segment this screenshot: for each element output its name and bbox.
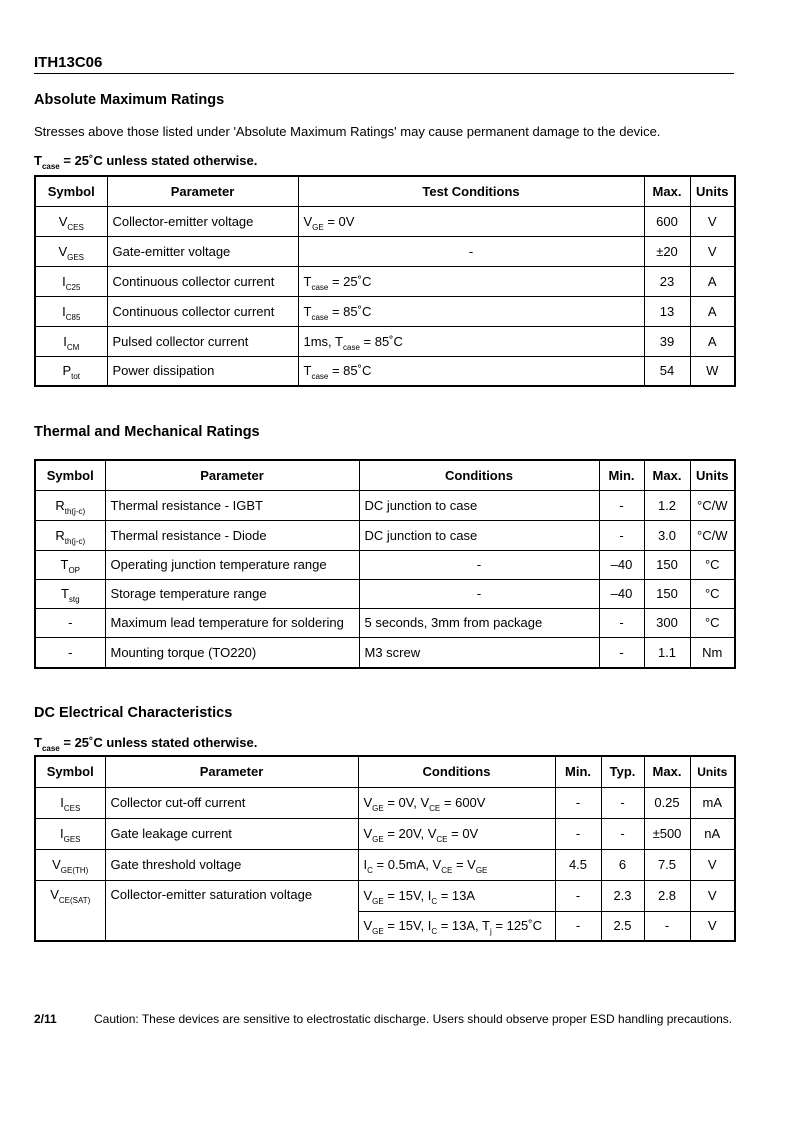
table-row (35, 356, 735, 386)
min-cell: - (555, 880, 601, 911)
amr-header-row (35, 176, 735, 206)
unit-cell: A (690, 266, 735, 296)
condition-cell: - (359, 579, 599, 608)
col-max: Max. (644, 756, 690, 787)
symbol-cell: $V_{CE(SAT)}$ (35, 880, 105, 941)
parameter-cell: Maximum lead temperature for soldering (105, 608, 359, 637)
condition-cell: 5 seconds, 3mm from package (359, 608, 599, 637)
parameter-cell: Thermal resistance - IGBT (105, 490, 359, 520)
symbol-cell: $I_{C25}$ (35, 266, 107, 296)
header-divider (34, 73, 734, 74)
unit-cell: V (690, 880, 735, 911)
parameter-cell: Collector-emitter saturation voltage (105, 880, 358, 941)
max-cell: 2.8 (644, 880, 690, 911)
col-typ: Typ. (601, 756, 644, 787)
max-cell: 150 (644, 579, 690, 608)
table-row (35, 236, 735, 266)
symbol-cell: $T_{OP}$ (35, 550, 105, 579)
col-test-conditions: Test Conditions (298, 176, 644, 206)
amr-intro: Stresses above those listed under 'Absolute Maximum Ratings' may cause permanent damage to the device. (34, 124, 661, 139)
unit-cell: W (690, 356, 735, 386)
min-cell: - (599, 608, 644, 637)
max-cell: 300 (644, 608, 690, 637)
typ-cell: 6 (601, 849, 644, 880)
unit-cell: A (690, 296, 735, 326)
col-units: Units (690, 176, 735, 206)
dc-header-row (35, 756, 735, 787)
parameter-cell: Thermal resistance - Diode (105, 520, 359, 550)
parameter-cell: Collector-emitter voltage (107, 206, 298, 236)
min-cell: - (599, 637, 644, 668)
col-parameter: Parameter (105, 756, 358, 787)
min-cell: - (599, 520, 644, 550)
symbol-cell: $I_{CES}$ (35, 787, 105, 818)
unit-cell: V (690, 849, 735, 880)
thermal-table (34, 459, 736, 669)
thermal-header-row (35, 460, 735, 490)
esd-caution-note: Caution: These devices are sensitive to electrostatic discharge. Users should observe proper ESD handling precautions. (94, 1012, 733, 1026)
symbol-cell: $R_{th(j-c)}$ (35, 520, 105, 550)
min-cell: - (555, 818, 601, 849)
document-title: ITH13C06 (34, 54, 103, 71)
symbol-cell: - (35, 608, 105, 637)
condition-cell: $T_{case}$ = 85˚C (298, 296, 644, 326)
unit-cell: °C/W (690, 490, 735, 520)
symbol-cell: $I_{GES}$ (35, 818, 105, 849)
col-symbol: Symbol (35, 460, 105, 490)
symbol-cell: $P_{tot}$ (35, 356, 107, 386)
table-row (35, 787, 735, 818)
table-row (35, 206, 735, 236)
parameter-cell: Collector cut-off current (105, 787, 358, 818)
max-cell: 0.25 (644, 787, 690, 818)
typ-cell: - (601, 818, 644, 849)
col-max: Max. (644, 460, 690, 490)
parameter-cell: Gate threshold voltage (105, 849, 358, 880)
parameter-cell: Storage temperature range (105, 579, 359, 608)
typ-cell: - (601, 787, 644, 818)
col-min: Min. (599, 460, 644, 490)
amr-table (34, 175, 736, 387)
max-cell: 150 (644, 550, 690, 579)
symbol-cell: - (35, 637, 105, 668)
unit-cell: V (690, 236, 735, 266)
condition-cell: $T_{case}$ = 25˚C (298, 266, 644, 296)
max-cell: - (644, 911, 690, 941)
symbol-cell: $V_{GE(TH)}$ (35, 849, 105, 880)
col-symbol: Symbol (35, 176, 107, 206)
min-cell: - (599, 490, 644, 520)
parameter-cell: Continuous collector current (107, 296, 298, 326)
unit-cell: mA (690, 787, 735, 818)
typ-cell: 2.3 (601, 880, 644, 911)
condition-cell: M3 screw (359, 637, 599, 668)
condition-cell: $V_{GE} = 15V$, $I_C = 13A$ (358, 880, 555, 911)
symbol-cell: $R_{th(j-c)}$ (35, 490, 105, 520)
col-max: Max. (644, 176, 690, 206)
col-parameter: Parameter (107, 176, 298, 206)
amr-heading: Absolute Maximum Ratings (34, 92, 225, 108)
min-cell: - (555, 911, 601, 941)
table-row (35, 266, 735, 296)
unit-cell: A (690, 326, 735, 356)
condition-cell: - (298, 236, 644, 266)
page-number: 2/11 (34, 1012, 57, 1026)
unit-cell: V (690, 911, 735, 941)
col-conditions: Conditions (358, 756, 555, 787)
max-cell: 7.5 (644, 849, 690, 880)
table-row (35, 637, 735, 668)
condition-cell: $V_{GE} = 15V$, $I_C = 13A$, $T_j$ = 125˚C (358, 911, 555, 941)
condition-cell: $V_{GE} = 0V$, $V_{CE} = 600V$ (358, 787, 555, 818)
parameter-cell: Gate-emitter voltage (107, 236, 298, 266)
table-row (35, 296, 735, 326)
symbol-cell: $T_{stg}$ (35, 579, 105, 608)
symbol-cell: $I_{CM}$ (35, 326, 107, 356)
max-cell: 3.0 (644, 520, 690, 550)
dc-condition-note: $T_{case}$ = 25˚C unless stated otherwise. (34, 735, 258, 753)
table-row (35, 849, 735, 880)
symbol-cell: $V_{CES}$ (35, 206, 107, 236)
col-units: Units (690, 756, 735, 787)
unit-cell: °C/W (690, 520, 735, 550)
max-cell: 13 (644, 296, 690, 326)
col-conditions: Conditions (359, 460, 599, 490)
parameter-cell: Mounting torque (TO220) (105, 637, 359, 668)
parameter-cell: Gate leakage current (105, 818, 358, 849)
col-min: Min. (555, 756, 601, 787)
max-cell: ±20 (644, 236, 690, 266)
condition-cell: DC junction to case (359, 520, 599, 550)
min-cell: –40 (599, 550, 644, 579)
table-row (35, 550, 735, 579)
condition-cell: - (359, 550, 599, 579)
col-parameter: Parameter (105, 460, 359, 490)
condition-cell: DC junction to case (359, 490, 599, 520)
symbol-cell: $I_{C85}$ (35, 296, 107, 326)
table-row (35, 326, 735, 356)
max-cell: ±500 (644, 818, 690, 849)
condition-cell: $V_{GE} = 20V$, $V_{CE} = 0V$ (358, 818, 555, 849)
parameter-cell: Continuous collector current (107, 266, 298, 296)
unit-cell: V (690, 206, 735, 236)
thermal-heading: Thermal and Mechanical Ratings (34, 424, 260, 440)
parameter-cell: Pulsed collector current (107, 326, 298, 356)
unit-cell: °C (690, 579, 735, 608)
table-row (35, 490, 735, 520)
table-row (35, 608, 735, 637)
unit-cell: °C (690, 608, 735, 637)
min-cell: - (555, 787, 601, 818)
max-cell: 1.1 (644, 637, 690, 668)
condition-cell: 1ms, $T_{case}$ = 85˚C (298, 326, 644, 356)
col-symbol: Symbol (35, 756, 105, 787)
max-cell: 23 (644, 266, 690, 296)
unit-cell: nA (690, 818, 735, 849)
max-cell: 600 (644, 206, 690, 236)
min-cell: –40 (599, 579, 644, 608)
unit-cell: °C (690, 550, 735, 579)
max-cell: 39 (644, 326, 690, 356)
table-row (35, 579, 735, 608)
table-row (35, 520, 735, 550)
max-cell: 54 (644, 356, 690, 386)
condition-cell: $V_{GE} = 0V$ (298, 206, 644, 236)
condition-cell: $I_C = 0.5mA$, $V_{CE} = V_{GE}$ (358, 849, 555, 880)
parameter-cell: Operating junction temperature range (105, 550, 359, 579)
typ-cell: 2.5 (601, 911, 644, 941)
amr-condition-note: $T_{case}$ = 25˚C unless stated otherwise. (34, 153, 258, 171)
col-units: Units (690, 460, 735, 490)
table-row (35, 880, 735, 911)
max-cell: 1.2 (644, 490, 690, 520)
condition-cell: $T_{case}$ = 85˚C (298, 356, 644, 386)
table-row (35, 818, 735, 849)
dc-heading: DC Electrical Characteristics (34, 705, 233, 721)
min-cell: 4.5 (555, 849, 601, 880)
unit-cell: Nm (690, 637, 735, 668)
parameter-cell: Power dissipation (107, 356, 298, 386)
dc-table (34, 755, 736, 942)
symbol-cell: $V_{GES}$ (35, 236, 107, 266)
